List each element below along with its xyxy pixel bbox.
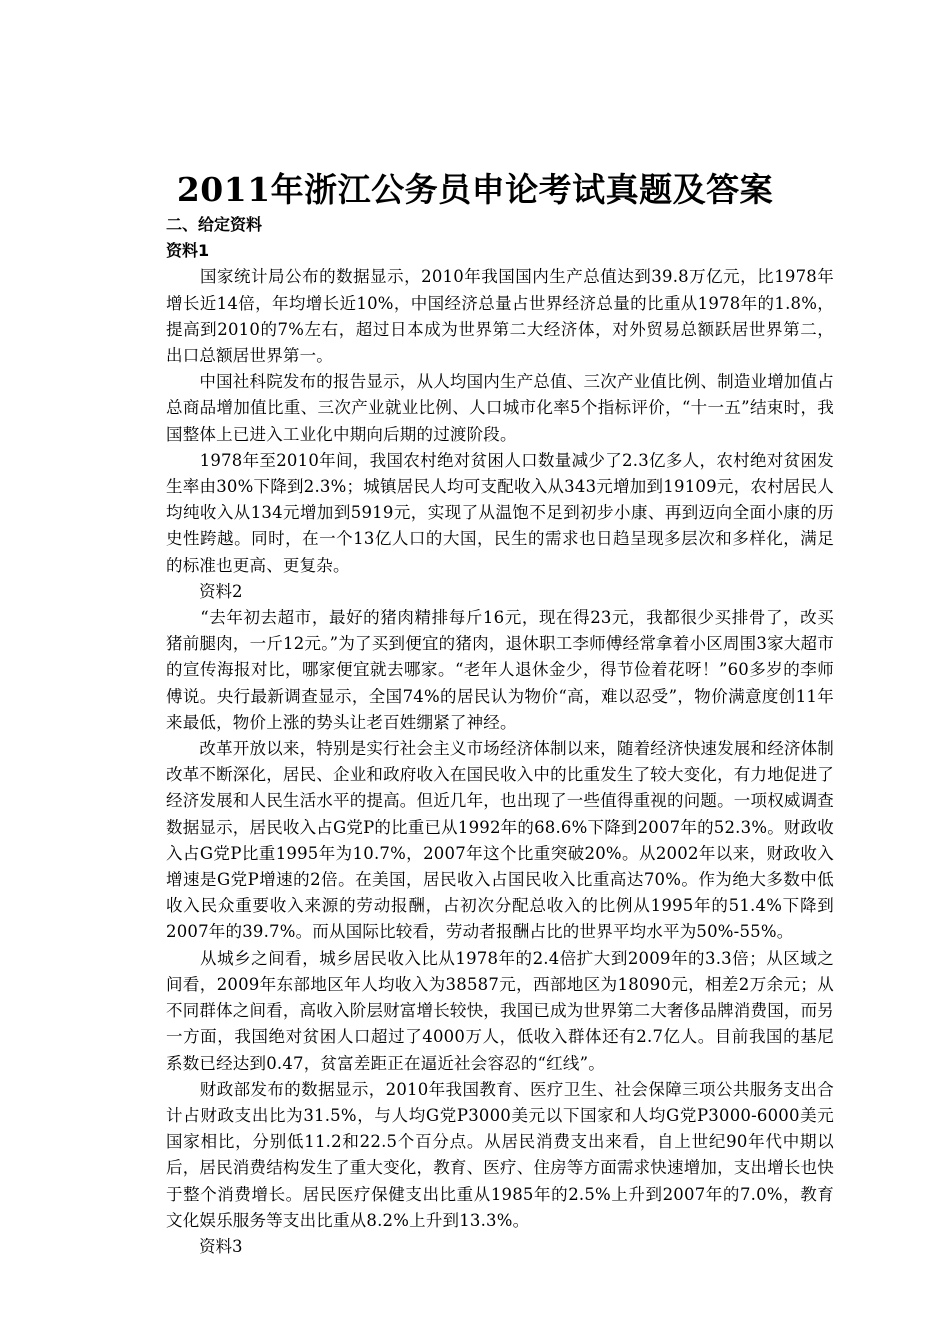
material-2-paragraph-1: “去年初去超市，最好的猪肉精排每斤16元，现在得23元，我都很少买排骨了，改买猪前腿肉，一斤12元。”为了买到便宜的猪肉，退休职工李师傅经常拿着小区周围3家大超市的宣传海报对比，哪家便宜就去哪家。“老年人退休金少，得节俭着花呀！”60多岁的李师傅说。央行最新调查显示，全国74%的居民认为物价“高，难以忍受”，物价满意度创11年来最低，物价上涨的势头让老百姓绷紧了神经。	[166, 608, 834, 732]
material-1-paragraph-3: 1978年至2010年间，我国农村绝对贫困人口数量减少了2.3亿多人，农村绝对贫困发生率由30%下降到2.3%；城镇居民人均可支配收入从343元增加到19109元，农村居民人均纯收入从134元增加到5919元，实现了从温饱不足到初步小康、再到迈向全面小康的历史性跨越。同时，在一个13亿人口的大国，民生的需求也日趋呈现多层次和多样化，满足的标准也更高、更复杂。	[166, 450, 834, 575]
material-1-paragraph-2: 中国社科院发布的报告显示，从人均国内生产总值、三次产业值比例、制造业增加值占总商品增加值比重、三次产业就业比例、人口城市化率5个指标评价，“十一五”结束时，我国整体上已进入工业化中期向后期的过渡阶段。	[166, 372, 834, 444]
material-1-paragraph-1: 国家统计局公布的数据显示，2010年我国国内生产总值达到39.8万亿元，比1978年增长近14倍，年均增长近10%，中国经济总量占世界经济总量的比重从1978年的1.8%，提高到2010的7%左右，超过日本成为世界第二大经济体，对外贸易总额跃居世界第二，出口总额居世界第一。	[166, 267, 834, 366]
material-2-paragraph-4: 财政部发布的数据显示，2010年我国教育、医疗卫生、社会保障三项公共服务支出合计占财政支出比为31.5%，与人均G党P3000美元以下国家和人均G党P3000-6000美元国家相比，分别低11.2和22.5个百分点。从居民消费支出来看，自上世纪90年代中期以后，居民消费结构发生了重大变化，教育、医疗、住房等方面需求快速增加，支出增长也快于整个消费增长。居民医疗保健支出比重从1985年的2.5%上升到2007年的7.0%，教育文化娱乐服务等支出比重从8.2%上升到13.3%。	[166, 1079, 834, 1230]
material-2-label: 资料2	[166, 581, 243, 601]
material-2-paragraph-3: 从城乡之间看，城乡居民收入比从1978年的2.4倍扩大到2009年的3.3倍；从区域之间看，2009年东部地区年人均收入为38587元，西部地区为18090元，相差2万余元；从不同群体之间看，高收入阶层财富增长较快，我国已成为世界第二大奢侈品牌消费国，而另一方面，我国绝对贫困人口超过了4000万人，低收入群体还有2.7亿人。目前我国的基尼系数已经达到0.47，贫富差距正在逼近社会容忍的“红线”。	[166, 948, 834, 1073]
material-2-paragraph-2: 改革开放以来，特别是实行社会主义市场经济体制以来，随着经济快速发展和经济体制改革不断深化，居民、企业和政府收入在国民收入中的比重发生了较大变化，有力地促进了经济发展和人民生活水平的提高。但近几年，也出现了一些值得重视的问题。一项权威调查数据显示，居民收入占G党P的比重已从1992年的68.6%下降到2007年的52.3%。财政收入占G党P比重1995年为10.7%，2007年这个比重突破20%。从2002年以来，财政收入增速是G党P增速的2倍。在美国，居民收入占国民收入比重高达70%。作为绝大多数中低收入民众重要收入来源的劳动报酬，占初次分配总收入的比例从1995年的51.4%下降到2007年的39.7%。而从国际比较看，劳动者报酬占比的世界平均水平为50%-55%。	[166, 739, 834, 942]
document-body	[166, 212, 834, 1260]
material-3-label: 资料3	[166, 1236, 243, 1256]
material-1-label: 资料1	[166, 241, 210, 261]
document-title: 2011年浙江公务员申论考试真题及答案	[176, 170, 774, 209]
section-heading: 二、给定资料	[166, 215, 263, 234]
